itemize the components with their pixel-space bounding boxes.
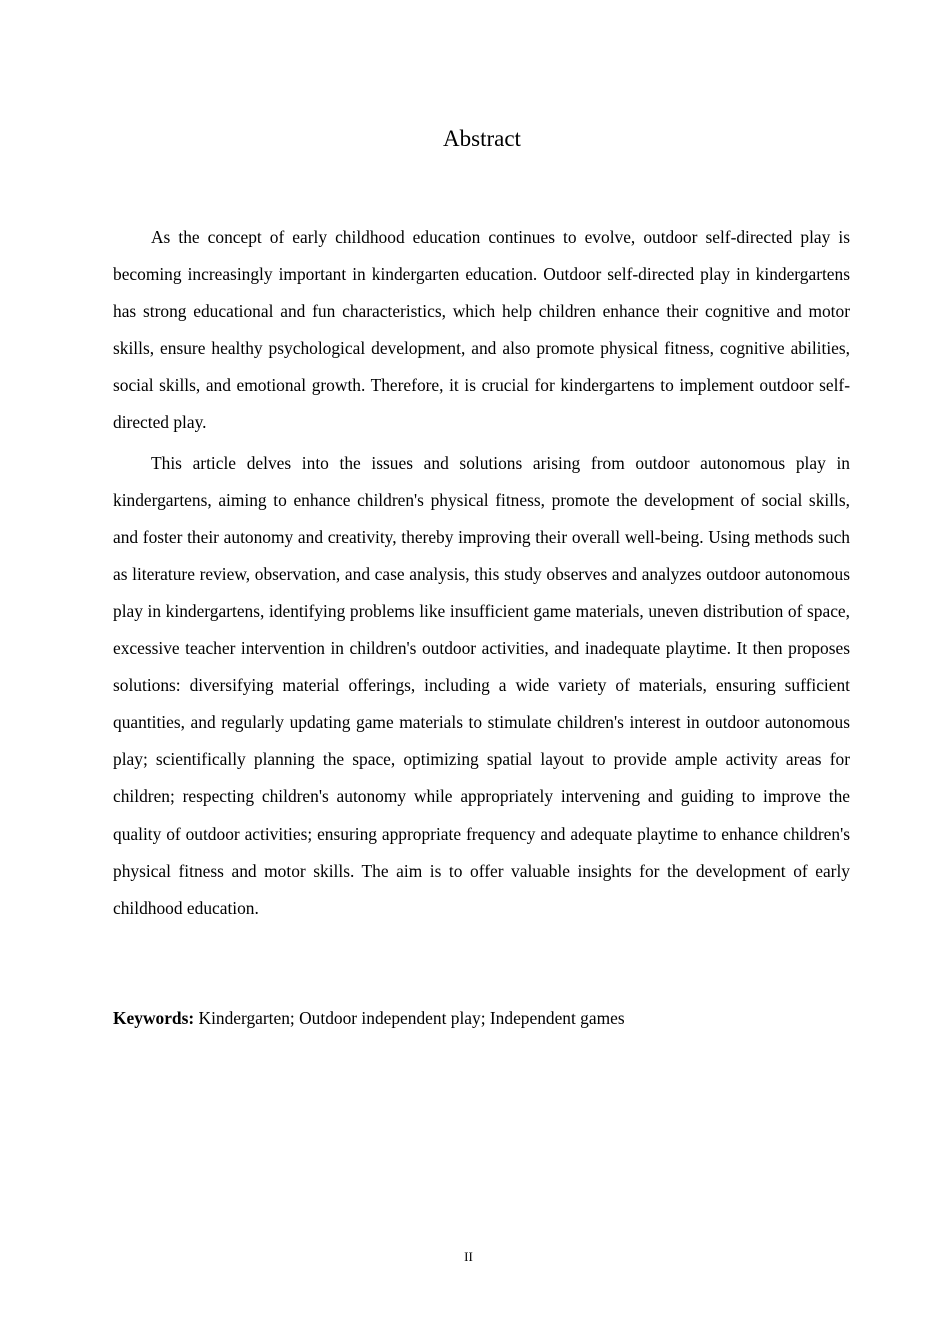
abstract-title: Abstract [443,126,521,151]
keywords-line [113,1003,850,1033]
page-number: II [464,1249,473,1264]
abstract-paragraph-2: This article delves into the issues and solutions arising from outdoor autonomous play in kindergartens, aiming to enhance children's physical fitness, promote the development of social skills, and foster their autonomy and creativity, thereby improving their overall well-being. Using methods such as literature review, observation, and case analysis, this study observes and analyzes outdoor autonomous play in kindergartens, identifying problems like insufficient game materials, uneven distribution of space, excessive teacher intervention in children's outdoor activities, and inadequate playtime. It then proposes solutions: diversifying material offerings, including a wide variety of materials, ensuring sufficient quantities, and regularly updating game materials to stimulate children's interest in outdoor autonomous play; scientifically planning the space, optimizing spatial layout to provide ample activity areas for children; respecting children's autonomy while appropriately intervening and guiding to improve the quality of outdoor activities; ensuring appropriate frequency and adequate playtime to enhance children's physical fitness and motor skills. The aim is to offer valuable insights for the development of early childhood education. [113,452,850,918]
abstract-paragraph-1: As the concept of early childhood education continues to evolve, outdoor self-directed play is becoming increasingly important in kindergarten education. Outdoor self-directed play in kindergartens has strong educational and fun characteristics, which help children enhance their cognitive and motor skills, ensure healthy psychological development, and also promote physical fitness, cognitive abilities, social skills, and emotional growth. Therefore, it is crucial for kindergartens to implement outdoor self-directed play. [113,227,850,433]
keywords-label: Keywords: [113,1008,195,1028]
abstract-body [113,219,850,927]
keywords-value: Kindergarten; Outdoor independent play; Independent games [194,1008,625,1028]
